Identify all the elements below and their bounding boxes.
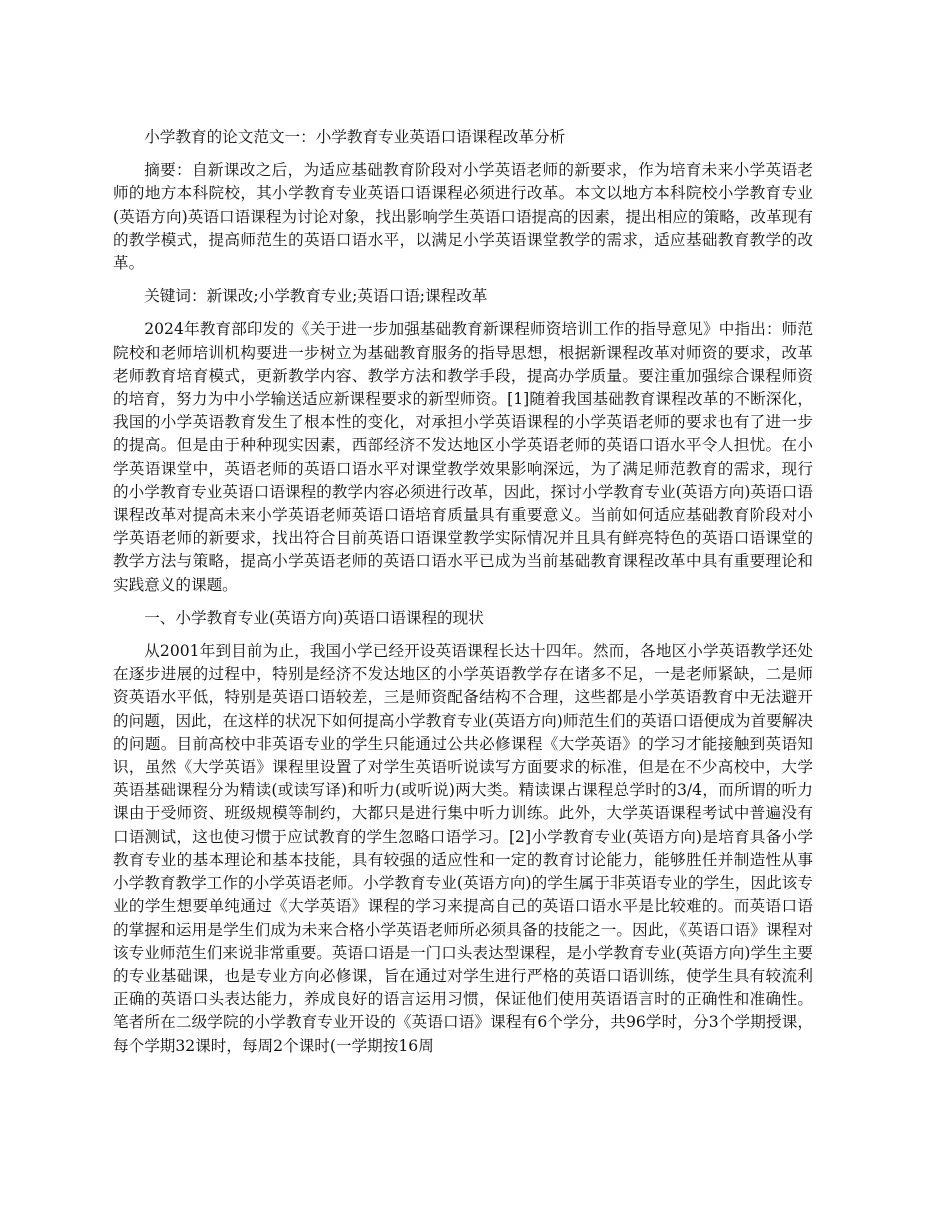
abstract-paragraph: 摘要：自新课改之后，为适应基础教育阶段对小学英语老师的新要求，作为培育未来小学英语老师的地方本科院校，其小学教育专业英语口语课程必须进行改革。本文以地方本科院校小学教育专业(英语方向)英语口语课程为讨论对象，找出影响学生英语口语提高的因素，提出相应的策略，改革现有的教学模式，提高师范生的英语口语水平，以满足小学英语课堂教学的需求，适应基础教育教学的改革。 bbox=[113, 161, 813, 273]
intro-paragraph: 2024年教育部印发的《关于进一步加强基础教育新课程师资培训工作的指导意见》中指出：师范院校和老师培训机构要进一步树立为基础教育服务的指导思想，根据新课程改革对师资的要求，改革老师教育培育模式，更新教学内容、教学方法和教学手段，提高办学质量。要注重加强综合课程师资的培育，努力为中小学输送适应新课程要求的新型师资。[1]随着我国基础教育课程改革的不断深化，我国的小学英语教育发生了根本性的变化，对承担小学英语课程的小学英语老师的要求也有了进一步的提高。但是由于种种现实因素，西部经济不发达地区小学英语老师的英语口语水平令人担忧。在小学英语课堂中，英语老师的英语口语水平对课堂教学效果影响深远，为了满足师范教育的需求，现行的小学教育专业英语口语课程的教学内容必须进行改革，因此，探讨小学教育专业(英语方向)英语口语课程改革对提高未来小学英语老师英语口语培育质量具有重要意义。当前如何适应基础教育阶段对小学英语老师的新要求，找出符合目前英语口语课堂教学实际情况并且具有鲜亮特色的英语口语课堂的教学方法与策略，提高小学英语老师的英语口语水平已成为当前基础教育课程改革中具有重要理论和实践意义的课题。 bbox=[113, 320, 813, 594]
keywords-line: 关键词：新课改;小学教育专业;英语口语;课程改革 bbox=[144, 287, 488, 306]
section-body-paragraph: 从2001年到目前为止，我国小学已经开设英语课程长达十四年。然而，各地区小学英语教学还处在逐步进展的过程中，特别是经济不发达地区的小学英语教学存在诸多不足，一是老师紧缺，二是师资英语水平低，特别是英语口语较差，三是师资配备结构不合理，这些都是小学英语教育中无法避开的问题，因此，在这样的状况下如何提高小学教育专业(英语方向)师范生们的英语口语便成为首要解决的问题。目前高校中非英语专业的学生只能通过公共必修课程《大学英语》的学习才能接触到英语知识，虽然《大学英语》课程里设置了对学生英语听说读写方面要求的标准，但是在不少高校中，大学英语基础课程分为精读(或读写译)和听力(或听说)两大类。精读课占课程总学时的3/4，而所谓的听力课由于受师资、班级规模等制约，大都只是进行集中听力训练。此外，大学英语课程考试中普遍没有口语测试，这也使习惯于应试教育的学生忽略口语学习。[2]小学教育专业(英语方向)是培育具备小学教育专业的基本理论和基本技能，具有较强的适应性和一定的教育讨论能力，能够胜任并制造性从事小学教育教学工作的小学英语老师。小学教育专业(英语方向)的学生属于非英语专业的学生，因此该专业的学生想要单纯通过《大学英语》课程的学习来提高自己的英语口语水平是比较难的。而英语口语的掌握和运用是学生们成为未来合格小学英语老师所必须具备的技能之一。因此，《英语口语》课程对该专业师范生们来说非常重要。英语口语是一门口头表达型课程，是小学教育专业(英语方向)学生主要的专业基础课，也是专业方向必修课，旨在通过对学生进行严格的英语口语训练，使学生具有较流利正确的英语口头表达能力，养成良好的语言运用习惯，保证他们使用英语语言时的正确性和准确性。笔者所在二级学院的小学教育专业开设的《英语口语》课程有6个学分，共96学时，分3个学期授课，每个学期32课时，每周2个课时(一学期按16周 bbox=[113, 642, 813, 1055]
document-title: 小学教育的论文范文一：小学教育专业英语口语课程改革分析 bbox=[144, 128, 566, 146]
document-page bbox=[113, 126, 813, 1058]
section-heading: 一、小学教育专业(英语方向)英语口语课程的现状 bbox=[144, 608, 484, 627]
